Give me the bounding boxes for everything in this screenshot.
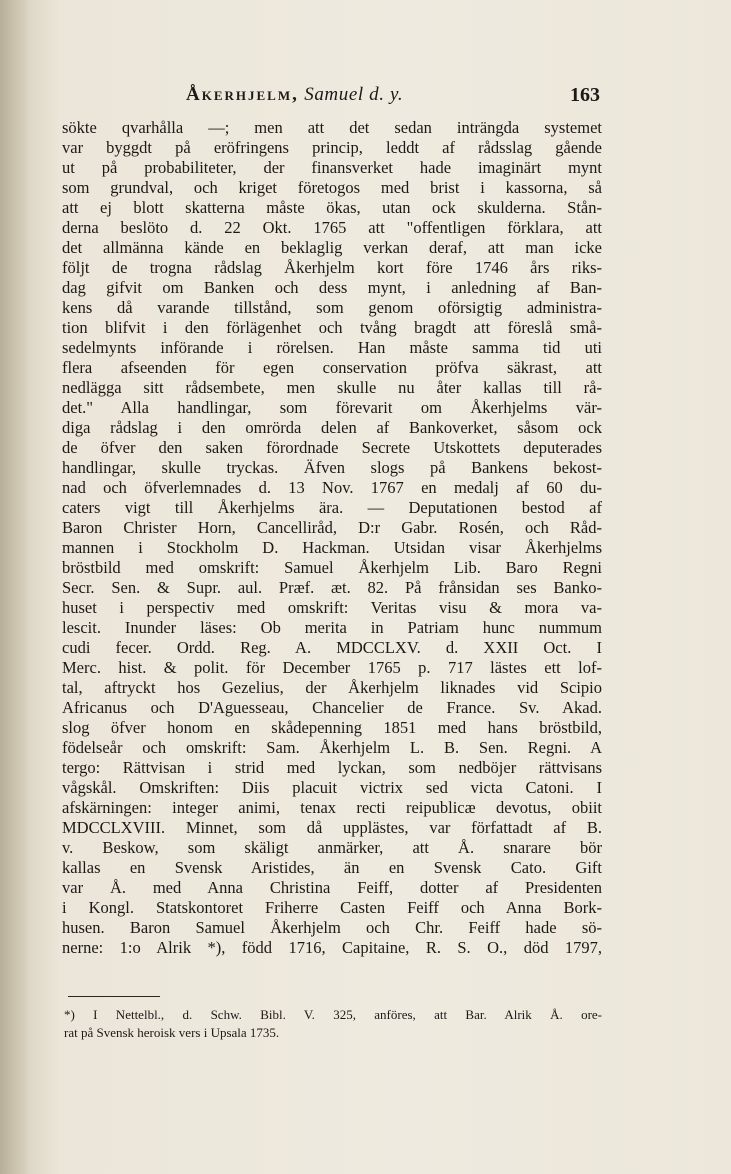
text-line: födelseår och omskrift: Sam. Åkerhjelm L. B. Sen. Regni. A xyxy=(62,738,602,757)
text-line: tion blifvit i den förlägenhet och tvång bragdt att föreslå små- xyxy=(62,318,602,337)
text-line: det." Alla handlingar, som förevarit om Åkerhjelms vär- xyxy=(62,398,602,417)
text-line: att ej blott skatterna måste ökas, utan ock skulderna. Stån- xyxy=(62,198,602,217)
text-line: som grundval, och kriget företogos med brist i kassorna, så xyxy=(62,178,602,197)
footnote-line: rat på Svensk heroisk vers i Upsala 1735. xyxy=(64,1025,280,1040)
text-line: tal, aftryckt hos Gezelius, der Åkerhjelm liknades vid Scipio xyxy=(62,678,602,697)
text-line: bröstbild med omskrift: Samuel Åkerhjelm Lib. Baro Regni xyxy=(62,558,602,577)
footnote-line: *) I Nettelbl., d. Schw. Bibl. V. 325, anföres, att Bar. Alrik Å. ore- xyxy=(64,1007,602,1022)
footnote xyxy=(64,1006,602,1042)
page-gutter-shadow xyxy=(0,0,30,1174)
text-line: de öfver den saken förordnade Secrete Utskottets deputerades xyxy=(62,438,602,457)
text-line: diga rådslag i den omrörda delen af Bankoverket, såsom ock xyxy=(62,418,602,437)
text-line: handlingar, skulle tryckas. Äfven slogs på Bankens bekost- xyxy=(62,458,602,477)
text-line: kallas en Svensk Aristides, än en Svensk Cato. Gift xyxy=(62,858,602,877)
text-line: nerne: 1:o Alrik *), född 1716, Capitaine, R. S. O., död 1797, xyxy=(62,938,602,957)
header-surname: Åkerhjelm, xyxy=(186,84,299,105)
header-given-name: Samuel xyxy=(304,84,364,105)
body-text xyxy=(62,118,602,958)
text-line: caters vigt till Åkerhjelms ära. — Deputationen bestod af xyxy=(62,498,602,517)
text-line: afskärningen: integer animi, tenax recti reipublicæ devotus, obiit xyxy=(62,798,602,817)
text-line: v. Beskow, som skäligt anmärker, att Å. snarare bör xyxy=(62,838,602,857)
text-line: MDCCLXVIII. Minnet, som då upplästes, var författadt af B. xyxy=(62,818,602,837)
text-line: dag gifvit om Banken och dess mynt, i anledning af Ban- xyxy=(62,278,602,297)
text-line: Baron Christer Horn, Cancelliråd, D:r Gabr. Rosén, och Råd- xyxy=(62,518,602,537)
text-line: kens då varande tillstånd, som genom oförsigtig administra- xyxy=(62,298,602,317)
footnote-rule xyxy=(68,996,160,997)
text-line: cudi fecer. Ordd. Reg. A. MDCCLXV. d. XXII Oct. I xyxy=(62,638,602,657)
text-line: nedlägga sitt rådsembete, men skulle nu åter kallas till rå- xyxy=(62,378,602,397)
text-line: Merc. hist. & polit. för December 1765 p. 717 lästes ett lof- xyxy=(62,658,602,677)
text-line: sökte qvarhålla —; men att det sedan inträngda systemet xyxy=(62,118,602,137)
text-line: huset i perspectiv med omskrift: Veritas visu & mora va- xyxy=(62,598,602,617)
text-line: derna beslöto d. 22 Okt. 1765 att "offentligen förklara, att xyxy=(62,218,602,237)
running-header xyxy=(186,84,600,112)
text-line: husen. Baron Samuel Åkerhjelm och Chr. Feiff hade sö- xyxy=(62,918,602,937)
text-line: slog öfver honom en skådepenning 1851 med hans bröstbild, xyxy=(62,718,602,737)
header-title xyxy=(186,84,403,106)
text-line: nad och öfverlemnades d. 13 Nov. 1767 en medalj af 60 du- xyxy=(62,478,602,497)
text-line: följt de trogna rådslag Åkerhjelm kort före 1746 års riks- xyxy=(62,258,602,277)
text-line: sedelmynts införande i rörelsen. Han måste samma tid uti xyxy=(62,338,602,357)
page-number: 163 xyxy=(570,84,600,106)
text-line: vågskål. Omskriften: Diis placuit victrix sed victa Catoni. I xyxy=(62,778,602,797)
text-line: mannen i Stockholm D. Hackman. Utsidan visar Åkerhjelms xyxy=(62,538,602,557)
text-line: lescit. Inunder läses: Ob merita in Patriam hunc nummum xyxy=(62,618,602,637)
text-line: ut på probabiliteter, der finansverket hade imaginärt mynt xyxy=(62,158,602,177)
text-line: i Kongl. Statskontoret Friherre Casten Feiff och Anna Bork- xyxy=(62,898,602,917)
text-line: tergo: Rättvisan i strid med lyckan, som nedböjer rättvisans xyxy=(62,758,602,777)
text-line: Secr. Sen. & Supr. aul. Præf. æt. 82. På frånsidan ses Banko- xyxy=(62,578,602,597)
text-line: det allmänna kände en beklaglig verkan deraf, att man icke xyxy=(62,238,602,257)
header-suffix: d. y. xyxy=(369,84,404,105)
text-line: Africanus och D'Aguesseau, Chancelier de France. Sv. Akad. xyxy=(62,698,602,717)
text-line: var Å. med Anna Christina Feiff, dotter af Presidenten xyxy=(62,878,602,897)
text-line: flera afseenden för egen conservation pröfva säkrast, att xyxy=(62,358,602,377)
text-line: var byggdt på eröfringens princip, leddt af rådsslag gående xyxy=(62,138,602,157)
